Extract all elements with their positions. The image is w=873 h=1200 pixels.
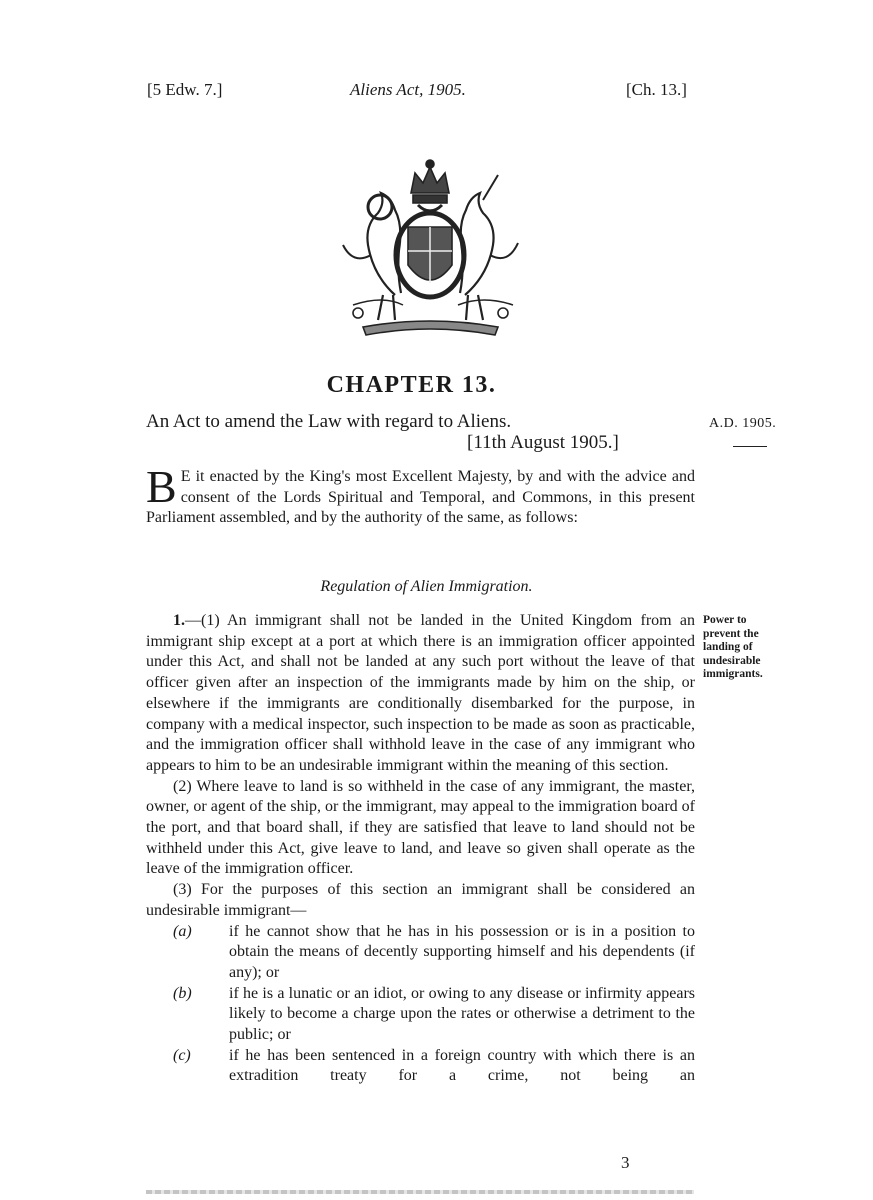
chapter-heading: CHAPTER 13. <box>326 372 497 398</box>
section-1 <box>146 611 695 1087</box>
year-marginal: A.D. 1905. <box>709 416 777 431</box>
item-label: (c) <box>173 1046 191 1064</box>
list-item <box>146 1046 695 1087</box>
subsection-2: (2) Where leave to land is so withheld in the case of any immigrant, the master, owner, or agent of the ship, or the immigrant, may appeal to the immigration board of the port, and that board shall, if they are satisfied that leave to land should not be withheld under this Act, give leave to land, and leave so given shall operate as the leave of the immigration officer. <box>146 777 695 878</box>
marginal-note: Power to prevent the landing of undesirable immigrants. <box>703 614 763 680</box>
drop-cap: B <box>146 461 177 512</box>
assent-date: [11th August 1905.] <box>467 432 619 453</box>
running-header-regnal-year: [5 Edw. 7.] <box>147 80 223 99</box>
subsection-3: (3) For the purposes of this section an immigrant shall be considered an undesirable immigrant— <box>146 881 695 919</box>
running-header-chapter: [Ch. 13.] <box>626 80 687 99</box>
cross-heading: Regulation of Alien Immigration. <box>320 578 533 595</box>
item-text: if he is a lunatic or an idiot, or owing to any disease or infirmity appears likely to become a charge upon the rates or otherwise a detriment to the public; or <box>229 984 695 1044</box>
enacting-formula <box>146 461 695 529</box>
item-text: if he cannot show that he has in his possession or is in a position to obtain the means of decently supporting himself and his dependents (if any); or <box>229 922 695 981</box>
list-item <box>146 984 695 1046</box>
item-label: (a) <box>173 922 192 940</box>
year-rule <box>733 446 767 447</box>
royal-coat-of-arms-icon <box>323 155 538 340</box>
long-title: An Act to amend the Law with regard to Aliens. <box>146 411 512 432</box>
section-number: 1. <box>173 612 185 629</box>
running-header-title: Aliens Act, 1905. <box>350 80 466 99</box>
list-item <box>146 922 695 984</box>
page-number: 3 <box>621 1153 630 1172</box>
bleed-through-line <box>146 1190 694 1194</box>
enacting-text: E it enacted by the King's most Excellent Majesty, by and with the advice and consent of the Lords Spiritual and Temporal, and Commons, in this present Parliament assembled, and by the authority of the same, as follows: <box>146 468 695 527</box>
item-label: (b) <box>173 984 192 1002</box>
item-text: if he has been sentenced in a foreign country with which there is an extradition treaty for a crime, not being an <box>229 1046 695 1085</box>
subsection-1: 1.—(1) An immigrant shall not be landed in the United Kingdom from an immigrant ship except at a port at which there is an immigration officer appointed under this Act, and shall not be landed at any such port without the leave of that officer given after an inspection of the immigrants made by him on the ship, or elsewhere if the immigrants are conditionally disembarked for the purpose, in company with a medical inspector, such inspection to be made as soon as practicable, and the immigration officer shall withhold leave in the case of any immigrant who appears to him to be an undesirable immigrant within the meaning of this section. <box>146 612 695 774</box>
